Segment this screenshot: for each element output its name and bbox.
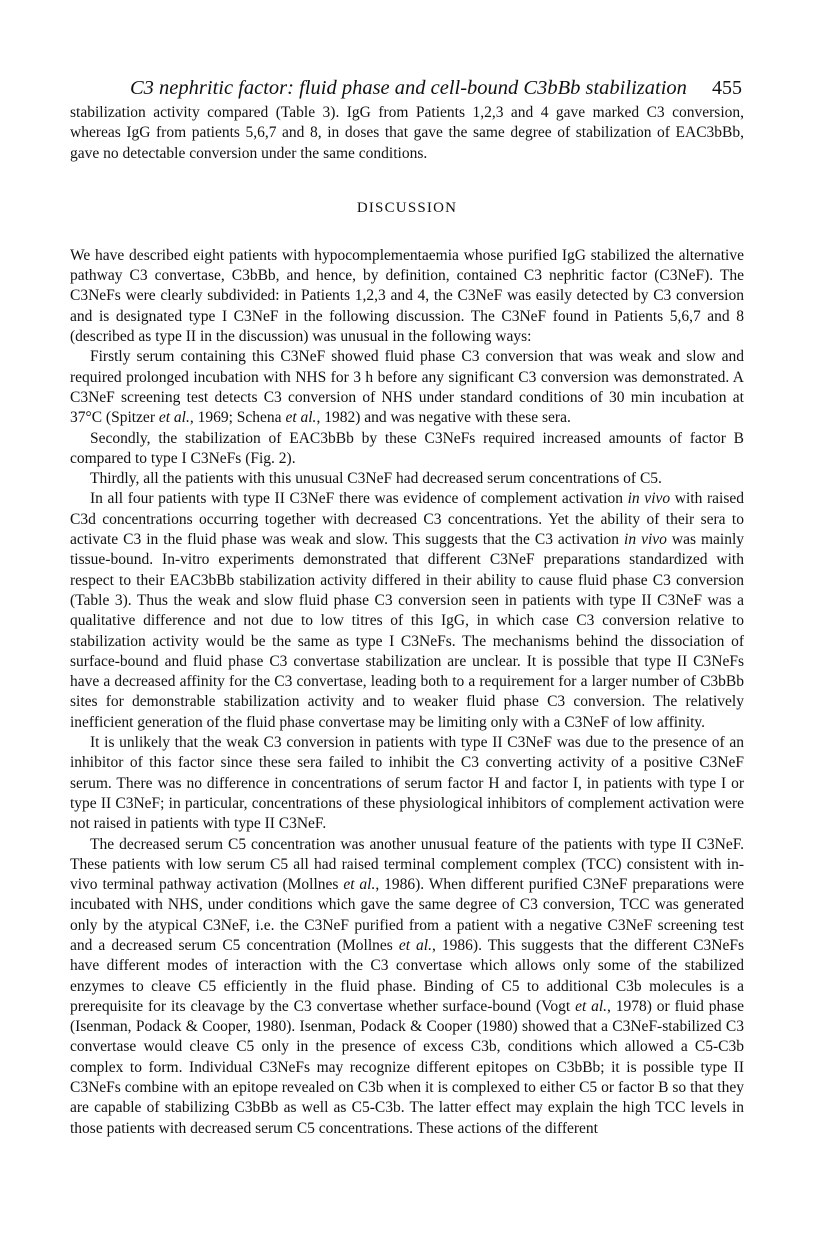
journal-page bbox=[70, 0, 744, 1238]
discussion-paragraph-5: In all four patients with type II C3NeF there was evidence of complement activation in vivo with raised C3d concentrations occurring together with decreased C3 concentrations. Yet the ability of their sera to activate C3 in the fluid phase was weak and slow. This suggests that the C3 activation in vivo was mainly tissue-bound. In-vitro experiments demonstrated that different C3NeF preparations standardized with respect to their EAC3bBb stabilization activity differed in their ability to cause fluid phase C3 conversion (Table 3). Thus the weak and slow fluid phase C3 conversion seen in patients with type II C3NeF was a qualitative difference and not due to low titres of this IgG, in which case C3 conversion relative to stabilization activity would be the same as type I C3NeFs. The mechanisms behind the dissociation of surface-bound and fluid phase C3 convertase stabilization are unclear. It is possible that type II C3NeFs have a decreased affinity for the C3 convertase, leading both to a requirement for a larger number of C3bBb sites for demonstrable stabilization activity and to weaker fluid phase C3 conversion. The relatively inefficient generation of the fluid phase convertase may be limiting only with a C3NeF of low affinity. bbox=[70, 490, 745, 731]
article-body bbox=[70, 103, 744, 1139]
discussion-paragraph-7: The decreased serum C5 concentration was another unusual feature of the patients with type II C3NeF. These patients with low serum C5 all had raised terminal complement complex (TCC) consistent with in-vivo terminal pathway activation (Mollnes et al., 1986). When different purified C3NeF preparations were incubated with NHS, under conditions which gave the same degree of C3 conversion, TCC was generated only by the atypical C3NeF, i.e. the C3NeF purified from a patient with a negative C3NeF screening test and a decreased serum C5 concentration (Mollnes et al., 1986). This suggests that the different C3NeFs have different modes of interaction with the C3 convertase which allows only some of the stabilized enzymes to cleave C5 efficiently in the fluid phase. Binding of C5 to additional C3b molecules is a prerequisite for its cleavage by the C3 convertase whether surface-bound (Vogt et al., 1978) or fluid phase (Isenman, Podack & Cooper, 1980). Isenman, Podack & Cooper (1980) showed that a C3NeF-stabilized C3 convertase would cleave C5 only in the presence of excess C3b, conditions which allowed a C5-C3b complex to form. Individual C3NeFs may recognize different epitopes on C3bBb; it is possible type II C3NeFs combine with an epitope revealed on C3b when it is complexed to either C5 or factor B so that they are capable of stabilizing C3bBb as well as C5-C3b. The latter effect may explain the high TCC levels in those patients with decreased serum C5 concentrations. These actions of the different bbox=[70, 835, 744, 1137]
discussion-paragraph-6: It is unlikely that the weak C3 conversion in patients with type II C3NeF was due to the presence of an inhibitor of this factor since these sera failed to inhibit the C3 converting activity of a positive C3NeF serum. There was no difference in concentrations of serum factor H and factor I, in patients with type I or type II C3NeF; in particular, concentrations of these physiological inhibitors of complement activation were not raised in patients with type II C3NeF. bbox=[70, 734, 744, 833]
continuation-paragraph: stabilization activity compared (Table 3). IgG from Patients 1,2,3 and 4 gave marked C3 conversion, whereas IgG from patients 5,6,7 and 8, in doses that gave the same degree of stabilization of EAC3bBb, gave no detectable conversion under the same conditions. bbox=[70, 104, 744, 162]
discussion-paragraph-1: We have described eight patients with hypocomplementaemia whose purified IgG stabilized the alternative pathway C3 convertase, C3bBb, and hence, by definition, contained C3 nephritic factor (C3NeF). The C3NeFs were clearly subdivided: in Patients 1,2,3 and 4, the C3NeF was easily detected by C3 conversion and is designated type I C3NeF in the following discussion. The C3NeF found in Patients 5,6,7 and 8 (described as type II in the discussion) was unusual in the following ways: bbox=[70, 246, 744, 346]
page-number: 455 bbox=[712, 77, 742, 99]
discussion-paragraph-3: Secondly, the stabilization of EAC3bBb by these C3NeFs required increased amounts of factor B compared to type I C3NeFs (Fig. 2). bbox=[70, 429, 744, 467]
discussion-paragraph-4: Thirdly, all the patients with this unusual C3NeF had decreased serum concentrations of C5. bbox=[90, 470, 662, 488]
section-heading: DISCUSSION bbox=[356, 199, 458, 216]
running-header bbox=[130, 74, 744, 102]
discussion-paragraph-2: Firstly serum containing this C3NeF showed fluid phase C3 conversion that was weak and slow and required prolonged incubation with NHS for 3 h before any significant C3 conversion was demonstrated. A C3NeF screening test detects C3 conversion of NHS under standard conditions of 30 min incubation at 37°C (Spitzer et al., 1969; Schena et al., 1982) and was negative with these sera. bbox=[70, 348, 744, 427]
running-title: C3 nephritic factor: fluid phase and cell-bound C3bBb stabilization bbox=[130, 77, 687, 99]
